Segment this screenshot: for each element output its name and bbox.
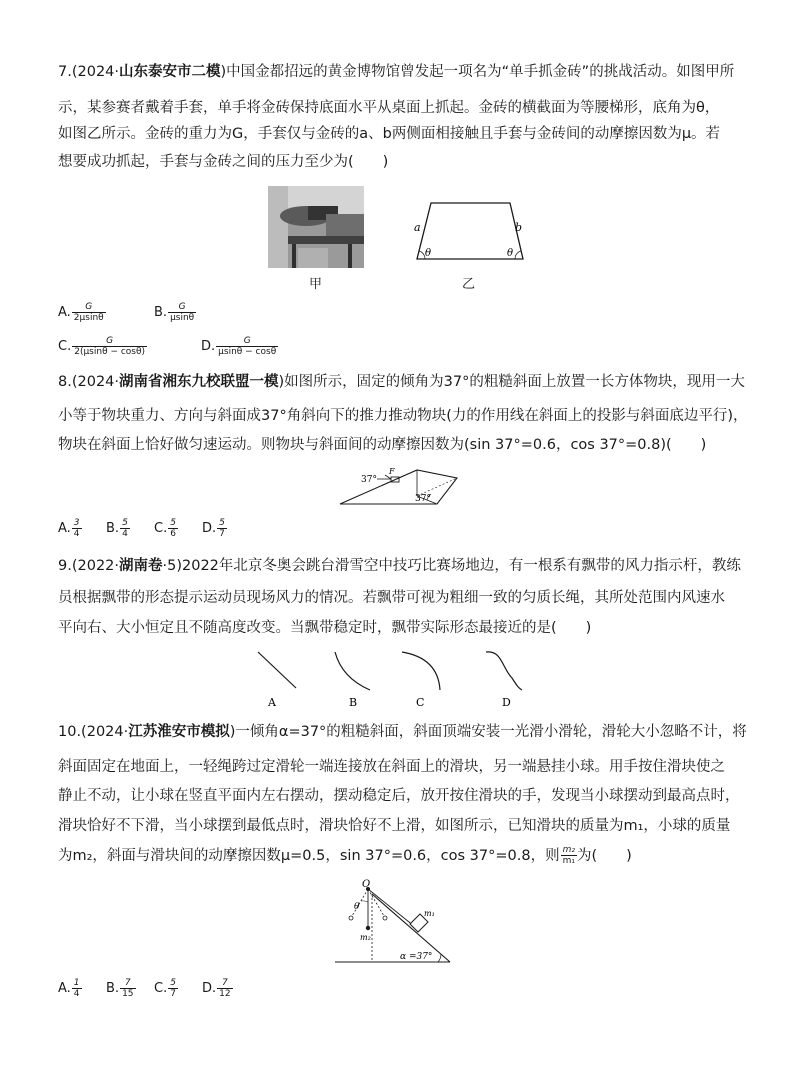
q8-source: 湖南省湘东九校联盟一模 bbox=[119, 374, 279, 390]
q10-label-alpha: α =37° bbox=[400, 952, 433, 962]
q10-line-5: 为m₂，斜面与滑块间的动摩擦因数μ=0.5，sin 37°=0.6，cos 37°=0.8，则 $\frac{\text{m₂}}{\text{m₁}}$ 为( ) bbox=[58, 845, 632, 866]
q8-line-3: 物块在斜面上恰好做匀速运动。则物块与斜面间的动摩擦因数为(sin 37°=0.6，cos 37°=0.8)( ) bbox=[58, 437, 707, 453]
q10-ratio: $\frac{\text{m₂}}{\text{m₁}}$ bbox=[562, 845, 575, 866]
q9-source: 湖南卷 bbox=[119, 558, 163, 574]
q10-options bbox=[58, 978, 233, 999]
q8-options bbox=[58, 518, 227, 539]
q9-label-c[interactable]: C bbox=[416, 696, 425, 709]
q8-label-angle-left: 37° bbox=[361, 475, 377, 485]
q10-line-3: 静止不动，让小球在竖直平面内左右摆动，摆动稳定后，放开按住滑块的手，发现当小球摆动到最高点时， bbox=[58, 788, 740, 804]
q10-option-b[interactable]: B. $\frac{7}{15}$ bbox=[106, 978, 134, 999]
q9-ribbon-b bbox=[335, 652, 370, 690]
q7-line-1 bbox=[58, 62, 734, 82]
q10-option-d[interactable]: D. $\frac{7}{12}$ bbox=[202, 978, 231, 999]
q10-pulley-figure bbox=[330, 878, 460, 966]
q7-label-theta-right: θ bbox=[507, 248, 514, 259]
q8-incline-figure bbox=[335, 464, 460, 510]
q8-line-2: 小等于物块重力、方向与斜面成37°角斜向下的推力推动物块(力的作用线在斜面上的投影与斜面底边平行)， bbox=[58, 408, 748, 424]
q10-label-m1: m₁ bbox=[424, 909, 435, 918]
q7-line-4: 想要成功抓起，手套与金砖之间的压力至少为( ) bbox=[58, 154, 389, 170]
q10-option-a[interactable]: A. $\frac{1}{4}$ bbox=[58, 978, 80, 999]
q10-line1-text: )一倾角α=37°的粗糙斜面，斜面顶端安装一光滑小滑轮，滑轮大小忽略不计，将 bbox=[229, 724, 747, 740]
q9-ribbon-figures bbox=[250, 648, 530, 710]
q8-option-d[interactable]: D. $\frac{5}{7}$ bbox=[202, 518, 225, 539]
q10-option-c[interactable]: C. $\frac{5}{7}$ bbox=[154, 978, 176, 999]
q9-line-2: 员根据飘带的形态提示运动员现场风力的情况。若飘带可视为粗细一致的匀质长绳，其所处范围内风速水 bbox=[58, 590, 725, 606]
q7-option-d[interactable]: D. $\frac{G}{\mu\sin\theta - \cos\theta}$ bbox=[201, 336, 277, 357]
q8-option-c[interactable]: C. $\frac{5}{6}$ bbox=[154, 518, 176, 539]
q10-label-O: O bbox=[362, 879, 371, 890]
q8-option-a[interactable]: A. $\frac{3}{4}$ bbox=[58, 518, 80, 539]
q7-photo-figure bbox=[268, 186, 364, 268]
q7-option-b[interactable]: B. $\frac{G}{\mu\sin\theta}$ bbox=[154, 302, 195, 323]
q7-label-b: b bbox=[515, 221, 523, 234]
q9-ribbon-d bbox=[486, 652, 522, 690]
q7-source: 山东泰安市二模 bbox=[119, 64, 221, 80]
q7-lead: 7.(2024· bbox=[58, 64, 120, 80]
q10-label-m2: m₂ bbox=[360, 933, 371, 942]
q9-line-1 bbox=[58, 556, 741, 576]
q9-lead: 9.(2022· bbox=[58, 558, 120, 574]
q7-line-3: 如图乙所示。金砖的重力为G，手套仅与金砖的a、b两侧面相接触且手套与金砖间的动摩擦因数为μ。若 bbox=[58, 126, 721, 142]
q9-label-d[interactable]: D bbox=[502, 696, 511, 709]
q7-options-row2 bbox=[58, 336, 278, 357]
q8-lead: 8.(2024· bbox=[58, 374, 120, 390]
q9-ribbon-c bbox=[402, 652, 440, 690]
q7-label-a: a bbox=[414, 221, 421, 234]
q8-option-b[interactable]: B. $\frac{5}{4}$ bbox=[106, 518, 128, 539]
q9-label-b[interactable]: B bbox=[349, 696, 358, 709]
q8-line1-text: )如图所示，固定的倾角为37°的粗糙斜面上放置一长方体物块，现用一大 bbox=[278, 374, 745, 390]
q7-trapezoid-figure bbox=[405, 198, 535, 264]
q10-label-theta: θ bbox=[354, 902, 360, 912]
q7-options-row1 bbox=[58, 302, 196, 323]
q10-line-1 bbox=[58, 722, 747, 742]
q10-line-4: 滑块恰好不下滑，当小球摆到最低点时，滑块恰好不上滑，如图所示，已知滑块的质量为m₁，小球的质量 bbox=[58, 818, 731, 834]
q9-line1-text: ·5)2022年北京冬奥会跳台滑雪空中技巧比赛场地边，有一根系有飘带的风力指示杆，教练 bbox=[162, 558, 741, 574]
q7-option-c[interactable]: C. $\frac{G}{2(\mu\sin\theta - \cos\theta)}$ bbox=[58, 336, 146, 357]
q9-ribbon-a bbox=[258, 652, 296, 688]
q7-option-a[interactable]: A. $\frac{G}{2\mu\sin\theta}$ bbox=[58, 302, 104, 323]
q7-line1-text: )中国金都招远的黄金博物馆曾发起一项名为“单手抓金砖”的挑战活动。如图甲所 bbox=[220, 64, 735, 80]
q9-label-a[interactable]: A bbox=[268, 696, 276, 709]
q10-source: 江苏淮安市模拟 bbox=[128, 724, 230, 740]
q8-label-angle-right: 37° bbox=[415, 494, 431, 504]
q8-line-1 bbox=[58, 372, 745, 392]
q9-line-3: 平向右、大小恒定且不随高度改变。当飘带稳定时，飘带实际形态最接近的是( ) bbox=[58, 620, 592, 636]
q7-line-2: 示，某参赛者戴着手套，单手将金砖保持底面水平从桌面上抓起。金砖的横截面为等腰梯形，底角为θ， bbox=[58, 100, 720, 116]
q10-lead: 10.(2024· bbox=[58, 724, 129, 740]
q7-caption-right: 乙 bbox=[462, 277, 476, 292]
q7-caption-left: 甲 bbox=[309, 277, 323, 292]
q7-label-theta-left: θ bbox=[425, 248, 432, 259]
q10-line-2: 斜面固定在地面上，一轻绳跨过定滑轮一端连接放在斜面上的滑块，另一端悬挂小球。用手按住滑块使之 bbox=[58, 759, 725, 775]
q8-label-F: F bbox=[389, 467, 395, 476]
